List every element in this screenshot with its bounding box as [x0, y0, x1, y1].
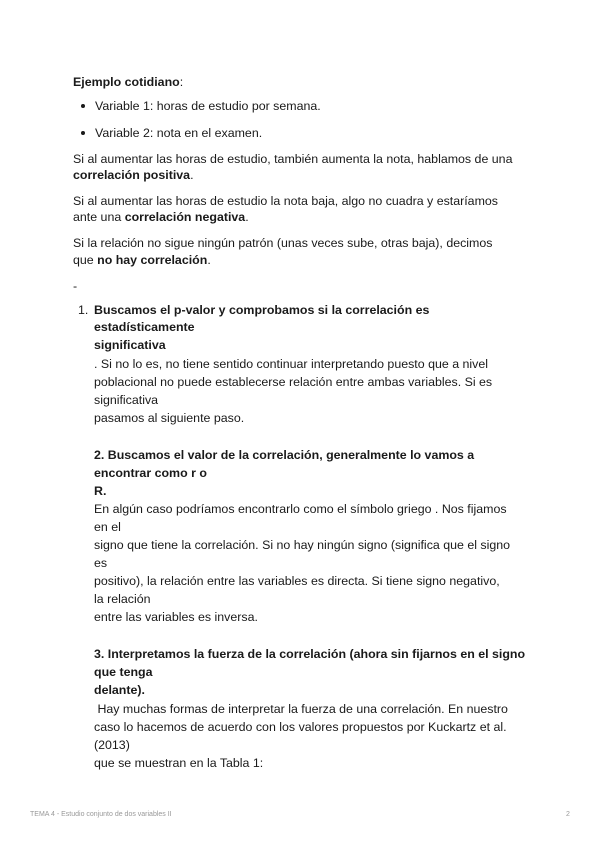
negative-paragraph-pre: ante una [73, 210, 125, 224]
step-3-title-line-1: 3. Interpretamos la fuerza de la correlación (ahora sin fijarnos en el signo [94, 647, 526, 661]
footer-page-number: 2 [566, 811, 570, 818]
step-3-title-line-2: que tenga [94, 665, 153, 679]
no-correlation-paragraph-line-1: Si la relación no sigue ningún patrón (unas veces sube, otras baja), decimos [73, 236, 493, 250]
negative-correlation-term: correlación negativa [124, 210, 246, 224]
negative-paragraph-line-2 [73, 209, 249, 225]
example-heading-line [73, 74, 183, 90]
step-3-body-line-3: (2013) [94, 738, 130, 752]
step-1-number: 1. [78, 303, 89, 317]
positive-paragraph-line-2 [73, 167, 194, 183]
example-heading-colon: : [179, 75, 184, 89]
no-correlation-paragraph-line-2 [73, 252, 211, 268]
step-2-body-line-7: entre las variables es inversa. [94, 610, 258, 624]
step-3-title-line-3: delante). [94, 683, 145, 697]
step-2-title-line-3: R. [94, 484, 107, 498]
step-3-body-line-2: caso lo hacemos de acuerdo con los valores propuestos por Kuckartz et al. [94, 720, 507, 734]
separator-dash: - [73, 279, 78, 293]
step-2-body-line-6: la relación [94, 592, 151, 606]
bullet-dot [81, 131, 85, 135]
step-1-body-line-3: significativa [94, 393, 159, 407]
step-1-title-line-1: Buscamos el p-valor y comprobamos si la correlación es [94, 303, 430, 317]
example-heading: Ejemplo cotidiano [73, 75, 180, 89]
footer-title: TEMA 4 - Estudio conjunto de dos variables II [30, 811, 172, 818]
step-2-body-line-4: es [94, 556, 108, 570]
step-1-body-line-1: . Si no lo es, no tiene sentido continuar interpretando puesto que a nivel [94, 357, 489, 371]
bullet-item-variable-1: Variable 1: horas de estudio por semana. [95, 99, 321, 113]
step-2-body-line-1: En algún caso podríamos encontrarlo como el símbolo griego . Nos fijamos [94, 502, 507, 516]
positive-correlation-term: correlación positiva [73, 168, 191, 182]
negative-paragraph-end: . [245, 210, 249, 224]
no-correlation-end: . [207, 253, 211, 267]
step-2-body-line-3: signo que tiene la correlación. Si no hay ningún signo (significa que el signo [94, 538, 511, 552]
step-3-body-line-4: que se muestran en la Tabla 1: [94, 756, 264, 770]
no-correlation-pre: que [73, 253, 98, 267]
step-3-body-line-1: Hay muchas formas de interpretar la fuerza de una correlación. En nuestro [94, 702, 508, 716]
step-1-title-line-2: estadísticamente [94, 320, 195, 334]
step-1-body-line-2: poblacional no puede establecerse relación entre ambas variables. Si es [94, 375, 493, 389]
positive-paragraph-line-1: Si al aumentar las horas de estudio, también aumenta la nota, hablamos de una [73, 152, 513, 166]
no-correlation-term: no hay correlación [97, 253, 208, 267]
step-2-title-line-2: encontrar como r o [94, 466, 207, 480]
step-2-body-line-2: en el [94, 520, 121, 534]
step-2-title-line-1: 2. Buscamos el valor de la correlación, generalmente lo vamos a [94, 448, 475, 462]
bullet-item-variable-2: Variable 2: nota en el examen. [95, 126, 263, 140]
step-2-body-line-5: positivo), la relación entre las variables es directa. Si tiene signo negativo, [94, 574, 500, 588]
bullet-dot [81, 104, 85, 108]
step-1-body-line-4: pasamos al siguiente paso. [94, 411, 245, 425]
step-1-title-line-3: significativa [94, 338, 166, 352]
positive-paragraph-end: . [190, 168, 194, 182]
negative-paragraph-line-1: Si al aumentar las horas de estudio la nota baja, algo no cuadra y estaríamos [73, 194, 498, 208]
